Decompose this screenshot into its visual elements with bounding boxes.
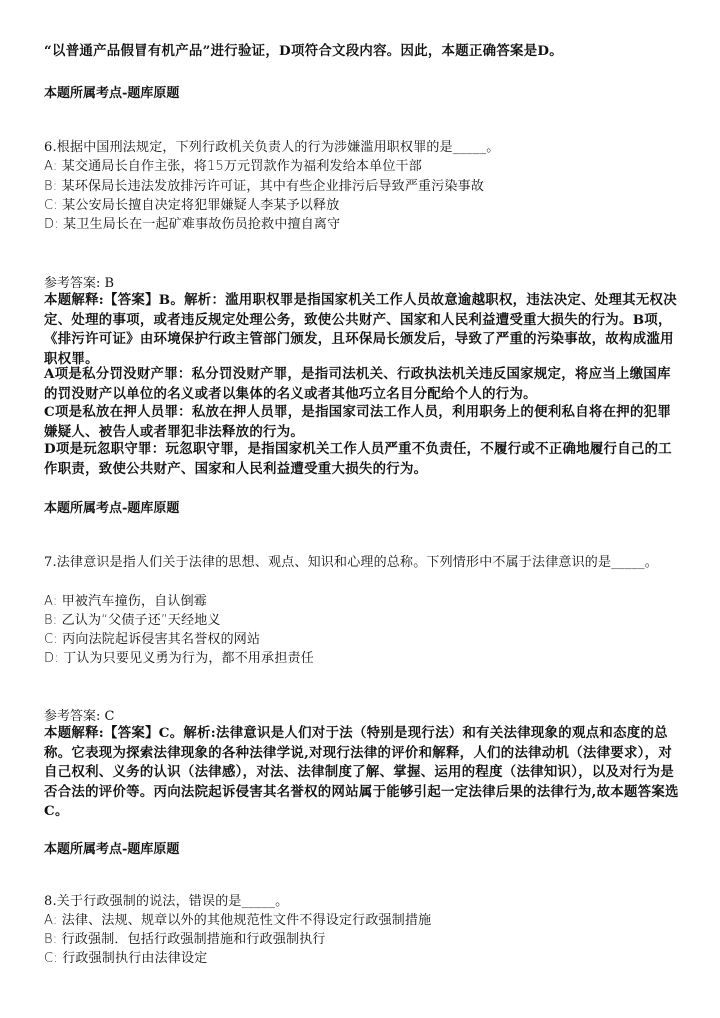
prev-explanation-tail: “以普通产品假冒有机产品”进行验证，D项符合文段内容。因此，本题正确答案是D。 <box>44 43 563 59</box>
q6-stem: 6.根据中国刑法规定，下列行政机关负责人的行为涉嫌滥用职权罪的是_____。 <box>44 140 500 155</box>
q6-explanation-a: A项是私分罚没财产罪：私分罚没财产罪，是指司法机关、行政执法机关违反国家规定，将应当上缴国库的罚没财产以单位的名义或者以集体的名义或者其他巧立名目分配给个人的行为。 <box>44 366 671 402</box>
q8-option-a: A: 法律、法规、规章以外的其他规范性文件不得设定行政强制措施 <box>44 913 432 928</box>
q6-option-b: B: 某环保局长违法发放排污许可证，其中有些企业排污后导致严重污染事故 <box>44 179 485 194</box>
q6-option-a: A: 某交通局长自作主张，将15万元罚款作为福利发给本单位干部 <box>44 159 422 174</box>
q7-topic: 本题所属考点-题库原题 <box>44 842 180 857</box>
q6-explanation-main: 本题解释:【答案】B。解析：滥用职权罪是指国家机关工作人员故意逾越职权，违法决定、处理其无权决定、处理的事项，或者违反规定处理公务，致使公共财产、国家和人民利益遭受重大损失的行为。B项，《排污许可证》由环境保护行政主管部门颁发，且环保局长颁发后，导致了严重的污染事故，故构成滥用职权罪。 <box>44 292 677 367</box>
q6-option-d: D: 某卫生局长在一起矿难事故伤员抢救中擅自离守 <box>44 217 341 232</box>
q7-explanation: 本题解释:【答案】C。解析:法律意识是人们对于法（特别是现行法）和有关法律现象的观点和态度的总称。它表现为探索法律现象的各种法律学说,对现行法律的评价和解释，人们的法律动机（法律要求），对自己权利、义务的认识（法律感），对法、法律制度了解、掌握、运用的程度（法律知识），以及对行为是否合法的评价等。丙向法院起诉侵害其名誉权的网站属于能够引起一定法律后果的法律行为,故本题答案选C。 <box>44 725 679 820</box>
q8-option-c: C: 行政强制执行由法律设定 <box>44 951 208 966</box>
q6-answer: 参考答案: B <box>44 276 115 291</box>
q6-explanation-c: C项是私放在押人员罪：私放在押人员罪，是指国家司法工作人员，利用职务上的便利私自将在押的犯罪嫌疑人、被告人或者罪犯非法释放的行为。 <box>44 404 672 440</box>
q7-option-a: A: 甲被汽车撞伤，自认倒霉 <box>44 594 207 609</box>
prev-topic: 本题所属考点-题库原题 <box>44 86 180 101</box>
q7-answer: 参考答案: C <box>44 709 115 724</box>
q8-option-b: B: 行政强制．包括行政强制措施和行政强制执行 <box>44 932 326 947</box>
q8-stem: 8.关于行政强制的说法，错误的是_____。 <box>44 894 289 909</box>
q7-option-b: B: 乙认为“父债子还”天经地义 <box>44 613 221 628</box>
q6-option-c: C: 某公安局长擅自决定将犯罪嫌疑人李某予以释放 <box>44 198 340 213</box>
q7-option-c: C: 丙向法院起诉侵害其名誉权的网站 <box>44 632 261 647</box>
q7-stem: 7.法律意识是指人们关于法律的思想、观点、知识和心理的总称。下列情形中不属于法律意识的是_____。 <box>44 555 658 570</box>
q7-option-d: D: 丁认为只要见义勇为行为，都不用承担责任 <box>44 651 314 666</box>
q6-topic: 本题所属考点-题库原题 <box>44 501 180 516</box>
q6-explanation-d: D项是玩忽职守罪：玩忽职守罪，是指国家机关工作人员严重不负责任，不履行或不正确地履行自己的工作职责，致使公共财产、国家和人民利益遭受重大损失的行为。 <box>44 441 672 477</box>
